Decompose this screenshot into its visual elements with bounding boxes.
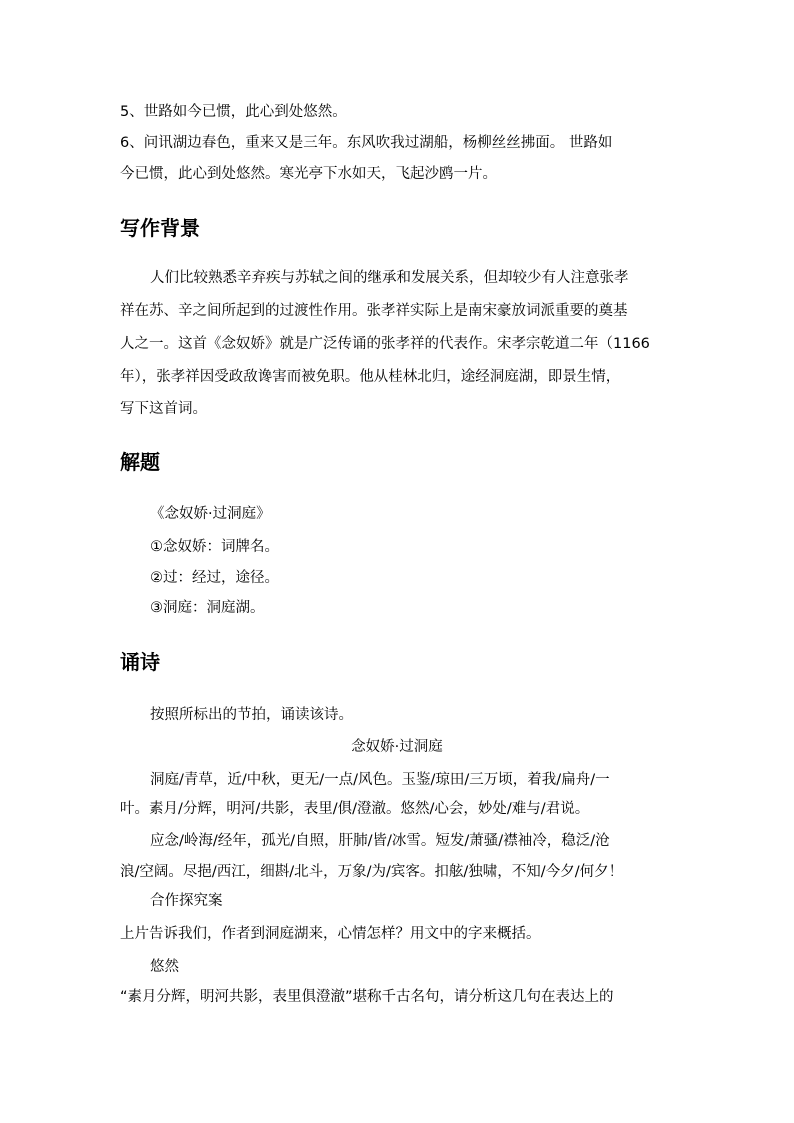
section-heading-jieti: 解题 xyxy=(120,450,160,474)
jieti-title: 《念奴娇·过洞庭》 xyxy=(150,506,271,522)
background-line-2: 祥在苏、辛之间所起到的过渡性作用。张孝祥实际上是南宋豪放词派重要的奠基 xyxy=(120,303,628,319)
poem-line-3: 应念/岭海/经年，孤光/自照，肝肺/皆/冰雪。短发/萧骚/襟袖冷，稳泛/沧 xyxy=(150,833,610,849)
section-heading-background: 写作背景 xyxy=(120,216,200,240)
explore-question-1: 上片告诉我们，作者到洞庭湖来，心情怎样？用文中的字来概括。 xyxy=(120,926,541,942)
explore-heading: 合作探究案 xyxy=(150,893,223,909)
jieti-note-2: ②过：经过，途径。 xyxy=(150,570,279,586)
poem-line-4: 浪/空阔。尽挹/西江，细斟/北斗，万象/为/宾客。扣舷/独啸，不知/今夕/何夕！ xyxy=(120,864,624,880)
poem-line-2: 叶。素月/分辉，明河/共影，表里/俱/澄澈。悠然/心会，妙处/难与/君说。 xyxy=(120,801,590,817)
songshi-instruction: 按照所标出的节拍，诵读该诗。 xyxy=(150,707,353,723)
poem-title: 念奴娇·过洞庭 xyxy=(351,739,443,755)
item-6-line-2: 今已惯，此心到处悠然。寒光亭下水如天，飞起沙鸥一片。 xyxy=(120,166,497,182)
background-line-5: 写下这首词。 xyxy=(120,401,207,417)
background-line-4: 年），张孝祥因受政敌谗害而被免职。他从桂林北归，途经洞庭湖，即景生情， xyxy=(120,369,621,385)
background-line-1: 人们比较熟悉辛弃疾与苏轼之间的继承和发展关系，但却较少有人注意张孝 xyxy=(150,270,629,286)
explore-answer-1: 悠然 xyxy=(150,959,179,975)
item-5: 5、世路如今已惯，此心到处悠然。 xyxy=(120,104,347,120)
jieti-note-1: ①念奴娇：词牌名。 xyxy=(150,539,279,555)
jieti-note-3: ③洞庭：洞庭湖。 xyxy=(150,600,265,616)
section-heading-songshi: 诵诗 xyxy=(120,650,160,674)
item-6-line-1: 6、问讯湖边春色，重来又是三年。东风吹我过湖船，杨柳丝丝拂面。 世路如 xyxy=(120,135,613,151)
background-line-3: 人之一。这首《念奴娇》就是广泛传诵的张孝祥的代表作。宋孝宗乾道二年（1166 xyxy=(120,336,650,352)
poem-line-1: 洞庭/青草，近/中秋，更无/一点/风色。玉鉴/琼田/三万顷，着我/扁舟/一 xyxy=(150,772,610,788)
explore-question-2: “素月分辉，明河共影，表里俱澄澈”堪称千古名句，请分析这几句在表达上的 xyxy=(120,989,614,1005)
